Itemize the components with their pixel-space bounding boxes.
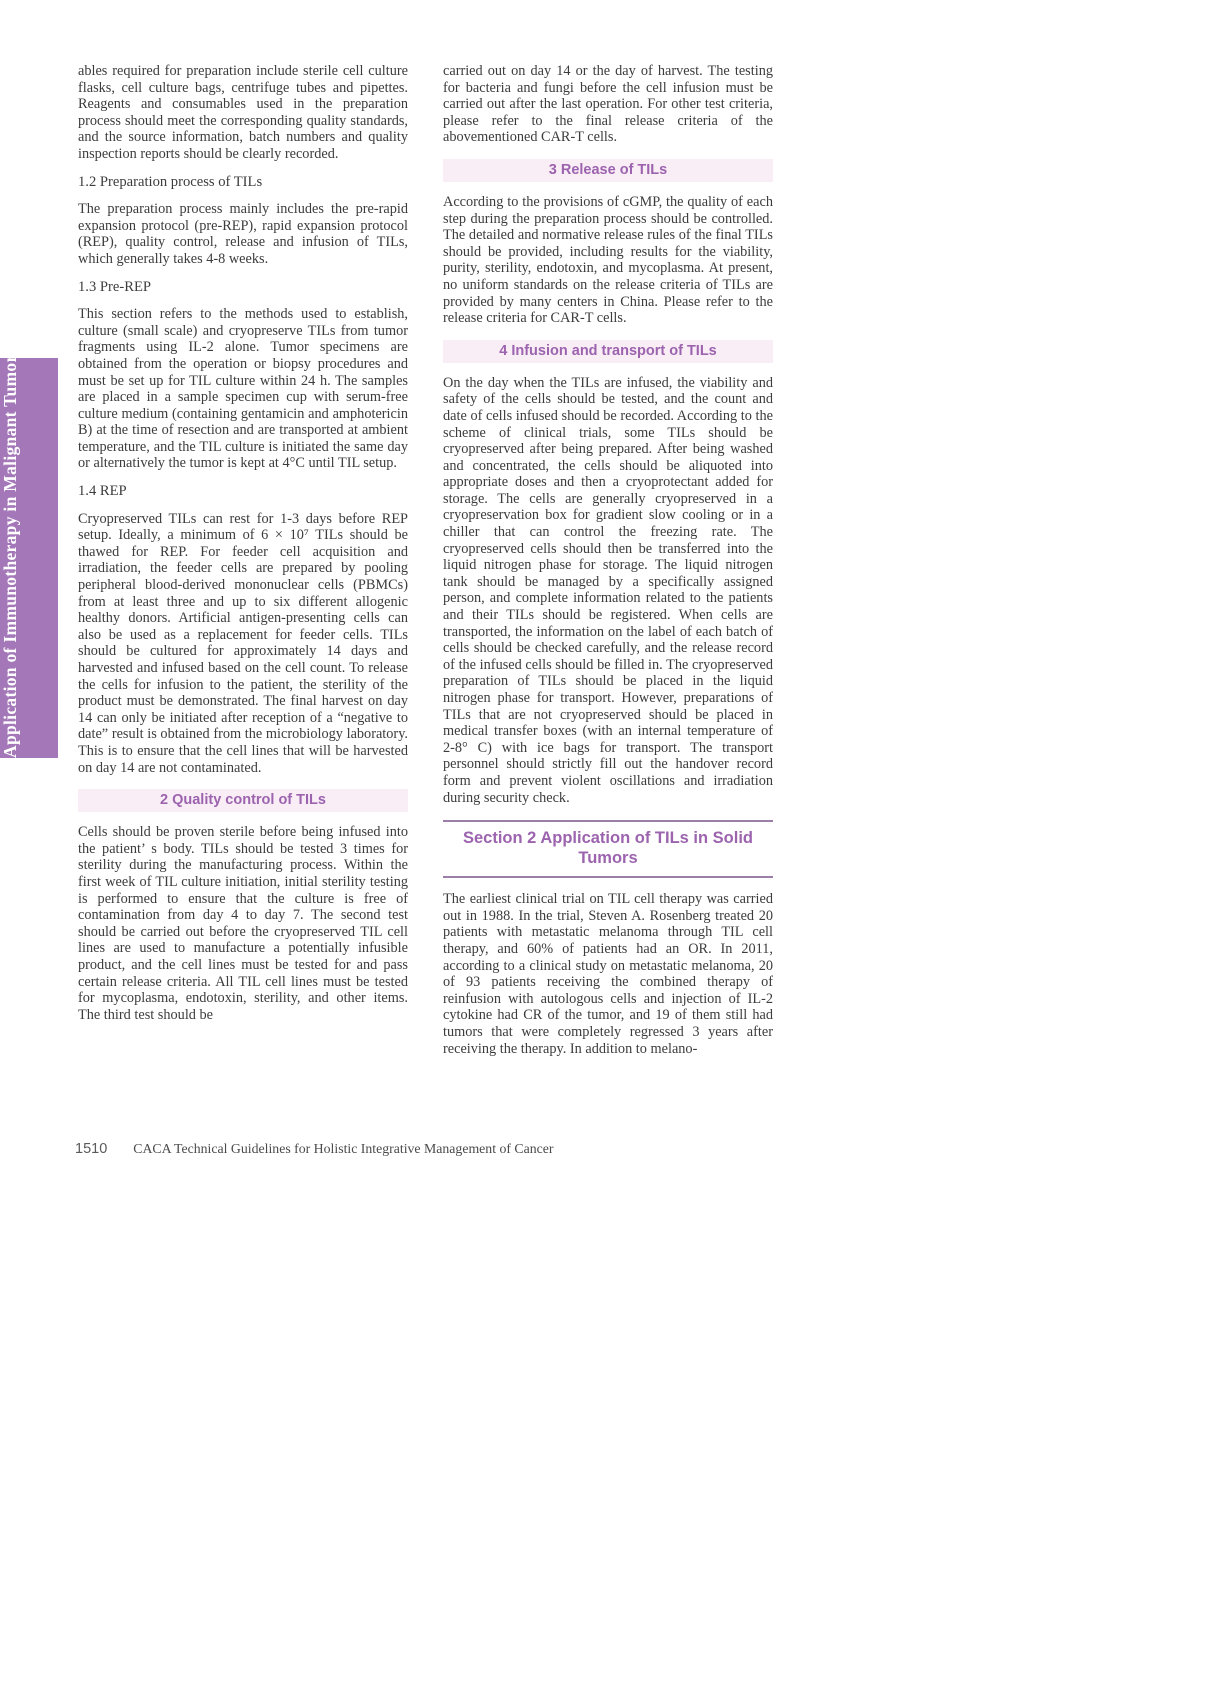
- left-column: [78, 63, 408, 1023]
- paragraph: Cells should be proven sterile before being infused into the patient’ s body. TILs should be tested 3 times for sterility during the manufacturing process. Within the first week of TIL culture initiation, initial sterility testing is performed to ensure that the culture is free of contamination from day 4 to day 7. The second test should be carried out before the cryopreserved TIL cell lines are used to manufacture a potentially infusible product, and the cell lines must be tested for and pass certain release criteria. All TIL cell lines must be tested for mycoplasma, endotoxin, sterility, and other items. The third test should be: [78, 824, 408, 1023]
- running-footer-title: CACA Technical Guidelines for Holistic Integrative Management of Cancer: [133, 1141, 554, 1156]
- right-column: [443, 63, 773, 1057]
- paragraph: Cryopreserved TILs can rest for 1-3 days before REP setup. Ideally, a minimum of 6 × 10⁷ TILs should be thawed for REP. For feeder cell acquisition and irradiation, the feeder cells are prepared by pooling peripheral blood-derived mononuclear cells (PBMCs) from at least three and up to six different allogenic healthy donors. Artificial antigen-presenting cells can also be used as a replacement for feeder cells. TILs should be cultured for approximately 14 days and harvested and infused based on the cell count. To release the cells for infusion to the patient, the sterility of the product must be demonstrated. The final harvest on day 14 can only be initiated after reception of a “negative to date” result is obtained from the microbiology laboratory. This is to ensure that the cell lines that will be harvested on day 14 are not contaminated.: [78, 510, 408, 776]
- paragraph-continuation: carried out on day 14 or the day of harvest. The testing for bacteria and fungi before the cell infusion must be carried out after the last operation. For other test criteria, please refer to the final release criteria of the abovementioned CAR-T cells.: [443, 63, 773, 146]
- section-heading-quality-control: 2 Quality control of TILs: [78, 789, 408, 812]
- subsection-heading-1-2: 1.2 Preparation process of TILs: [78, 173, 263, 190]
- paragraph: The earliest clinical trial on TIL cell therapy was carried out in 1988. In the trial, Steven A. Rosenberg treated 20 patients with metastatic melanoma through TIL cell therapy, and 60% of patients had an OR. In 2011, according to a clinical study on metastatic melanoma, 20 of 93 patients receiving the combined therapy of reinfusion with autologous cells and injection of IL-2 cytokine had CR of the tumor, and 19 of them still had tumors that were completely regressed 3 years after receiving the therapy. In addition to melano-: [443, 891, 773, 1057]
- chapter-side-tab: [0, 347, 58, 758]
- section-2-title: Section 2 Application of TILs in Solid Tumors: [463, 829, 753, 867]
- subsection-heading-1-4: 1.4 REP: [78, 483, 127, 500]
- section-heading-release: 3 Release of TILs: [443, 159, 773, 182]
- paragraph: The preparation process mainly includes the pre-rapid expansion protocol (pre-REP), rapid expansion protocol (REP), quality control, release and infusion of TILs, which generally takes 4-8 weeks.: [78, 201, 408, 267]
- page-footer: [75, 1141, 725, 1157]
- page-number: 1510: [75, 1141, 108, 1157]
- section-2-heading-block: [443, 820, 773, 878]
- paragraph: On the day when the TILs are infused, the viability and safety of the cells should be tested, and the count and date of cells infused should be recorded. According to the scheme of clinical trials, some TILs should be cryopreserved after being prepared. After being washed and concentrated, the cells should be aliquoted into appropriate doses and then a cryoprotectant added for storage. The cells are generally cryopreserved in a cryopreservation box for gradient slow cooling or in a chiller that can control the freezing rate. The cryopreserved cells should then be transferred into the liquid nitrogen phase for storage. The liquid nitrogen tank should be managed by a specifically assigned person, and complete information related to the patients and their TILs should be registered. When cells are transported, the information on the label of each batch of cells should be checked carefully, and the release record of the infused cells should be filled in. The cryopreserved preparation of TILs should be placed in the liquid nitrogen phase for transport. However, preparations of TILs that are not cryopreserved should be placed in medical transfer boxes (with an internal temperature of 2-8° C) with ice bags for transport. The transport personnel should strictly fill out the handover record form and prevent violent oscillations and irradiation during security check.: [443, 374, 773, 806]
- section-heading-infusion-transport: 4 Infusion and transport of TILs: [443, 340, 773, 363]
- paragraph-continuation: ables required for preparation include sterile cell culture flasks, cell culture bags, centrifuge tubes and pipettes. Reagents and consumables used in the preparation process should meet the corresponding quality standards, and the source information, batch numbers and quality inspection reports should be clearly recorded.: [78, 63, 408, 162]
- paragraph: According to the provisions of cGMP, the quality of each step during the preparation process should be controlled. The detailed and normative release rules of the final TILs should be provided, including results for the viability, purity, sterility, endotoxin, and mycoplasma. At present, no uniform standards on the release criteria of TILs are provided by many centers in China. Please refer to the release criteria for CAR-T cells.: [443, 193, 773, 327]
- paragraph: This section refers to the methods used to establish, culture (small scale) and cryopreserve TILs from tumor fragments using IL-2 alone. Tumor specimens are obtained from the operation or biopsy procedures and must be set up for TIL culture within 24 h. The samples are placed in a sample specimen cup with serum-free culture medium (containing gentamicin and amphotericin B) at the time of resection and are transported at ambient temperature, and the TIL culture is initiated the same day or alternatively the tumor is kept at 4°C until TIL setup.: [78, 306, 408, 472]
- subsection-heading-1-3: 1.3 Pre-REP: [78, 278, 151, 295]
- chapter-title-vertical: Application of Immunotherapy in Malignant Tumors: [0, 347, 20, 758]
